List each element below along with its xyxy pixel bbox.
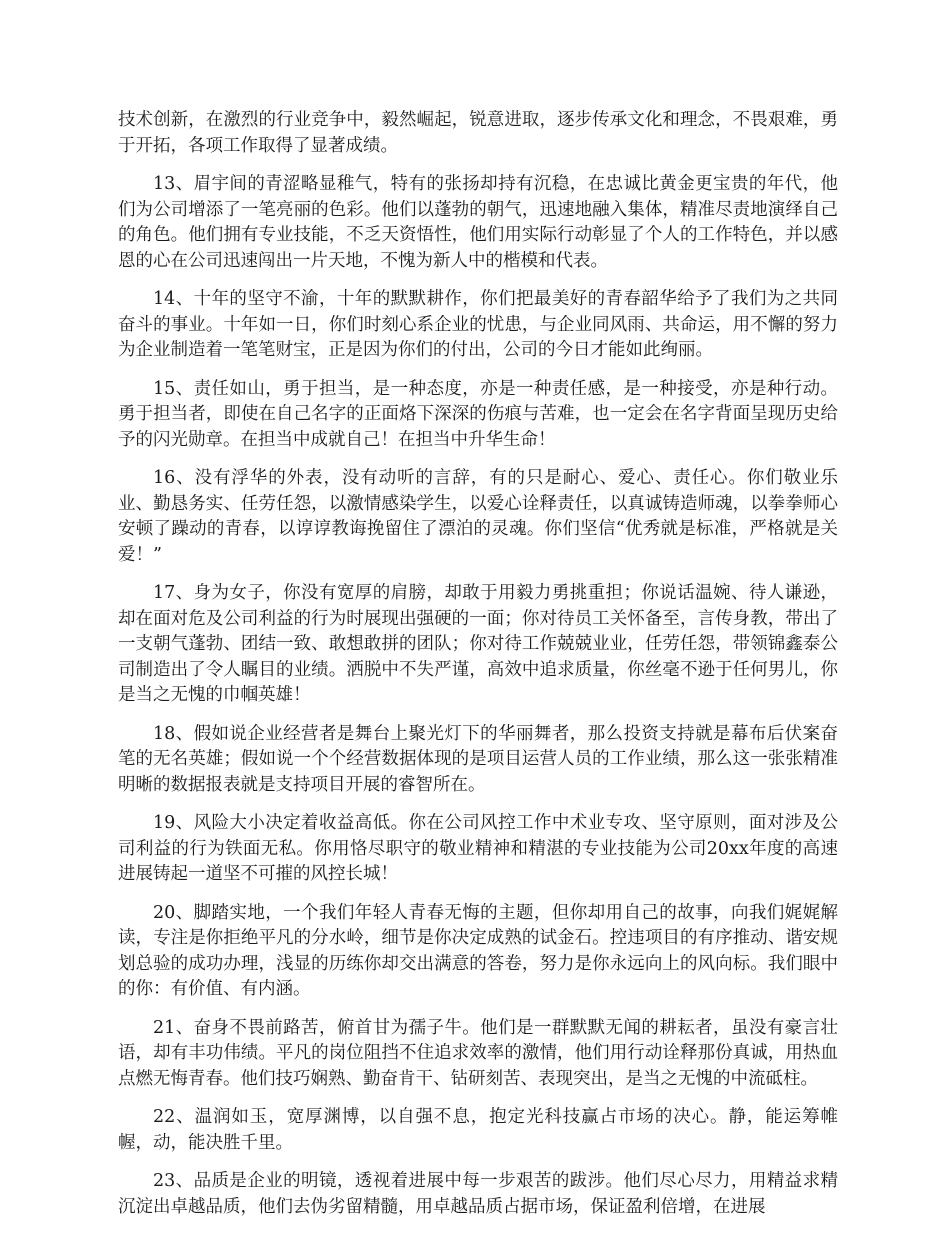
paragraph-14: 14、十年的坚守不渝，十年的默默耕作，你们把最美好的青春韶华给予了我们为之共同奋斗的事业。十年如一日，你们时刻心系企业的忧患，与企业同风雨、共命运，用不懈的努力为企业制造着一笔笔财宝，正是因为你们的付出，公司的今日才能如此绚丽。 xyxy=(118,289,838,360)
paragraph-23: 23、品质是企业的明镜，透视着进展中每一步艰苦的跋涉。他们尽心尽力，用精益求精沉淀出卓越品质，他们去伪劣留精髓，用卓越品质占据市场，保证盈利倍增，在进展 xyxy=(118,1171,838,1217)
paragraph-19: 19、风险大小决定着收益高低。你在公司风控工作中术业专攻、坚守原则，面对涉及公司利益的行为铁面无私。你用恪尽职守的敬业精神和精湛的专业技能为公司20xx年度的高速进展铸起一道坚不可摧的风控长城！ xyxy=(118,813,838,884)
paragraph-18: 18、假如说企业经营者是舞台上聚光灯下的华丽舞者，那么投资支持就是幕布后伏案奋笔的无名英雄；假如说一个个经营数据体现的是项目运营人员的工作业绩，那么这一张张精准明晰的数据报表就是支持项目开展的睿智所在。 xyxy=(118,723,838,795)
paragraph-16: 16、没有浮华的外表，没有动听的言辞，有的只是耐心、爱心、责任心。你们敬业乐业、勤恳务实、任劳任怨，以激情感染学生，以爱心诠释责任，以真诚铸造师魂，以拳拳师心安顿了躁动的青春，以谆谆教诲挽留住了漂泊的灵魂。你们坚信“优秀就是标准，严格就是关爱！” xyxy=(118,468,838,565)
document-body xyxy=(118,108,838,1233)
paragraph-22: 22、温润如玉，宽厚渊博，以自强不息，抱定光科技赢占市场的决心。静，能运筹帷幄，动，能决胜千里。 xyxy=(118,1107,838,1153)
paragraph-17: 17、身为女子，你没有宽厚的肩膀，却敢于用毅力勇挑重担；你说话温婉、待人谦逊，却在面对危及公司利益的行为时展现出强硬的一面；你对待员工关怀备至，言传身教，带出了一支朝气蓬勃、团结一致、敢想敢拼的团队；你对待工作兢兢业业，任劳任怨，带领锦鑫泰公司制造出了令人瞩目的业绩。洒脱中不失严谨，高效中追求质量，你丝毫不逊于任何男儿，你是当之无愧的巾帼英雄！ xyxy=(118,583,838,705)
paragraph-13: 13、眉宇间的青涩略显稚气，特有的张扬却持有沉稳，在忠诚比黄金更宝贵的年代，他们为公司增添了一笔亮丽的色彩。他们以蓬勃的朝气，迅速地融入集体，精准尽责地演绎自己的角色。他们拥有专业技能，不乏天资悟性，他们用实际行动彰显了个人的工作特色，并以感恩的心在公司迅速闯出一片天地，不愧为新人中的楷模和代表。 xyxy=(118,174,838,271)
paragraph-continuation: 技术创新，在激烈的行业竞争中，毅然崛起，锐意进取，逐步传承文化和理念，不畏艰难，勇于开拓，各项工作取得了显著成绩。 xyxy=(118,110,838,156)
paragraph-20: 20、脚踏实地，一个我们年轻人青春无悔的主题，但你却用自己的故事，向我们娓娓解读，专注是你拒绝平凡的分水岭，细节是你决定成熟的试金石。控违项目的有序推动、谐安规划总验的成功办理，浅显的历练你却交出满意的答卷，努力是你永远向上的风向标。我们眼中的你：有价值、有内涵。 xyxy=(118,902,838,999)
paragraph-21: 21、奋身不畏前路苦，俯首甘为孺子牛。他们是一群默默无闻的耕耘者，虽没有豪言壮语，却有丰功伟绩。平凡的岗位阻挡不住追求效率的激情，他们用行动诠释那份真诚，用热血点燃无悔青春。他们技巧娴熟、勤奋肯干、钻研刻苦、表现突出，是当之无愧的中流砥柱。 xyxy=(118,1017,838,1089)
paragraph-15: 15、责任如山，勇于担当，是一种态度，亦是一种责任感，是一种接受，亦是种行动。勇于担当者，即使在自己名字的正面烙下深深的伤痕与苦难，也一定会在名字背面呈现历史给予的闪光勋章。在担当中成就自己！在担当中升华生命！ xyxy=(118,378,838,450)
